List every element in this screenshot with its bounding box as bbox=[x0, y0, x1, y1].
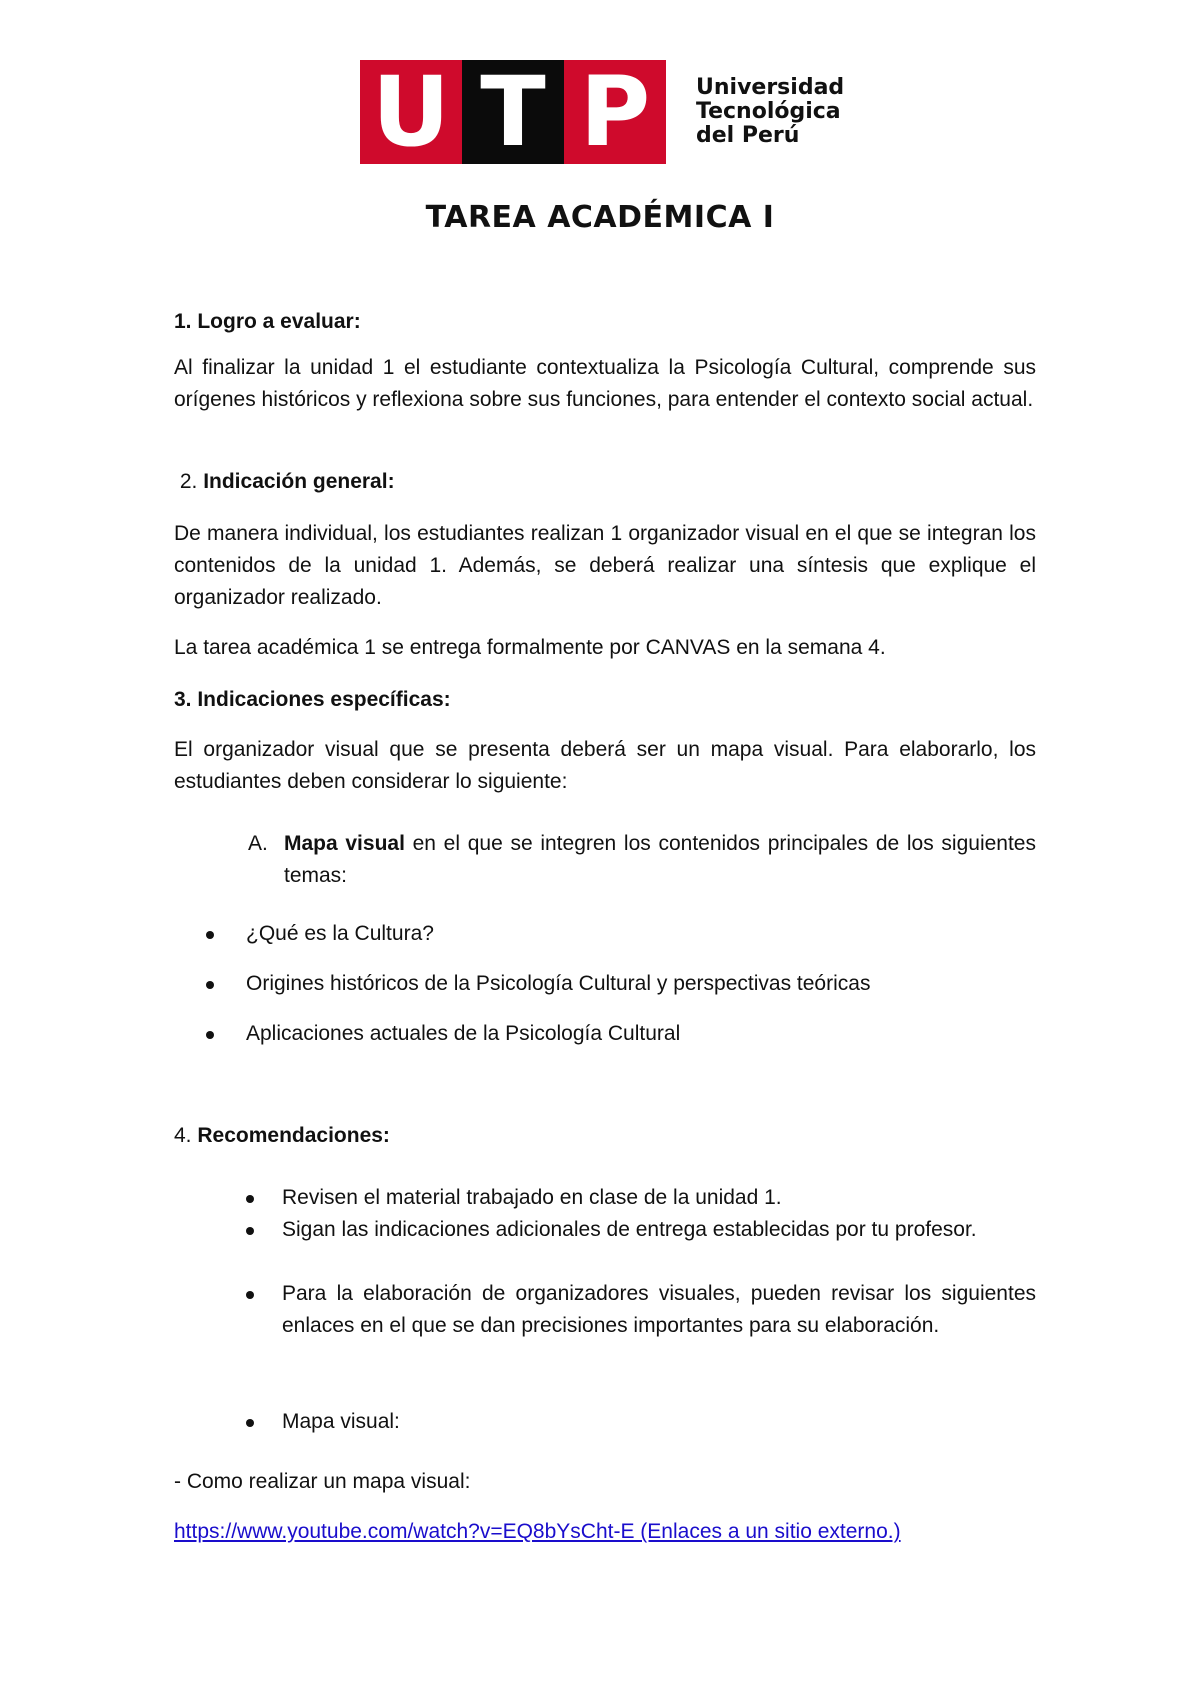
bullet-icon bbox=[246, 1195, 254, 1203]
section4-heading bbox=[174, 1120, 1036, 1152]
topic-text: Aplicaciones actuales de la Psicología Cultural bbox=[246, 1022, 681, 1045]
section1-body: Al finalizar la unidad 1 el estudiante contextualiza la Psicología Cultural, comprende sus orígenes históricos y reflexiona sobre sus funciones, para entender el contexto social actual. bbox=[174, 356, 1036, 411]
recommendation-text: Para la elaboración de organizadores visuales, pueden revisar los siguientes enlaces en el que se dan precisiones importantes para su elaboración. bbox=[282, 1282, 1036, 1337]
howto-label: - Como realizar un mapa visual: bbox=[174, 1470, 471, 1493]
logo-blocks bbox=[360, 56, 666, 168]
university-name-line-3: del Perú bbox=[696, 123, 800, 148]
bullet-icon bbox=[246, 1419, 254, 1427]
section2-heading bbox=[174, 466, 1036, 498]
section1-heading: 1. Logro a evaluar: bbox=[174, 310, 361, 333]
section4-title: Recomendaciones: bbox=[197, 1124, 390, 1147]
item-a-label: A. bbox=[248, 832, 268, 855]
bullet-icon bbox=[246, 1291, 254, 1299]
bullet-icon bbox=[206, 931, 214, 939]
logo-letter-p: P bbox=[564, 60, 666, 164]
item-a-text bbox=[284, 828, 1036, 892]
university-name bbox=[696, 76, 844, 148]
utp-logo bbox=[360, 56, 845, 168]
item-a-bold: Mapa visual bbox=[284, 832, 405, 855]
section2-delivery: La tarea académica 1 se entrega formalmente por CANVAS en la semana 4. bbox=[174, 636, 886, 659]
item-a-rest: en el que se integren los contenidos principales de los siguientes temas: bbox=[284, 832, 1036, 887]
logo-letter-t: T bbox=[462, 60, 564, 164]
recommendation-text: Revisen el material trabajado en clase de la unidad 1. bbox=[282, 1186, 782, 1209]
section2-title: Indicación general: bbox=[203, 470, 395, 493]
section4-number: 4. bbox=[174, 1124, 198, 1147]
topic-text: ¿Qué es la Cultura? bbox=[246, 922, 434, 945]
section2-body: De manera individual, los estudiantes realizan 1 organizador visual en el que se integran los contenidos de la unidad 1. Además, se deberá realizar una síntesis que explique el organizador realizado. bbox=[174, 522, 1036, 609]
university-name-line-2: Tecnológica bbox=[696, 99, 841, 124]
document-title: TAREA ACADÉMICA I bbox=[425, 200, 775, 235]
bullet-icon bbox=[246, 1227, 254, 1235]
recommendation-text: Sigan las indicaciones adicionales de entrega establecidas por tu profesor. bbox=[282, 1218, 977, 1241]
section3-body: El organizador visual que se presenta deberá ser un mapa visual. Para elaborarlo, los estudiantes deben considerar lo siguiente: bbox=[174, 738, 1036, 793]
youtube-link[interactable]: https://www.youtube.com/watch?v=EQ8bYsCht-E (Enlaces a un sitio externo.) bbox=[174, 1520, 901, 1543]
university-name-line-1: Universidad bbox=[696, 75, 845, 100]
recommendation-text: Mapa visual: bbox=[282, 1410, 400, 1433]
bullet-icon bbox=[206, 1031, 214, 1039]
topic-text: Origines históricos de la Psicología Cultural y perspectivas teóricas bbox=[246, 972, 871, 995]
logo-letter-u: U bbox=[360, 60, 462, 164]
section3-heading: 3. Indicaciones específicas: bbox=[174, 688, 451, 711]
section2-number: 2. bbox=[174, 470, 204, 493]
bullet-icon bbox=[206, 981, 214, 989]
